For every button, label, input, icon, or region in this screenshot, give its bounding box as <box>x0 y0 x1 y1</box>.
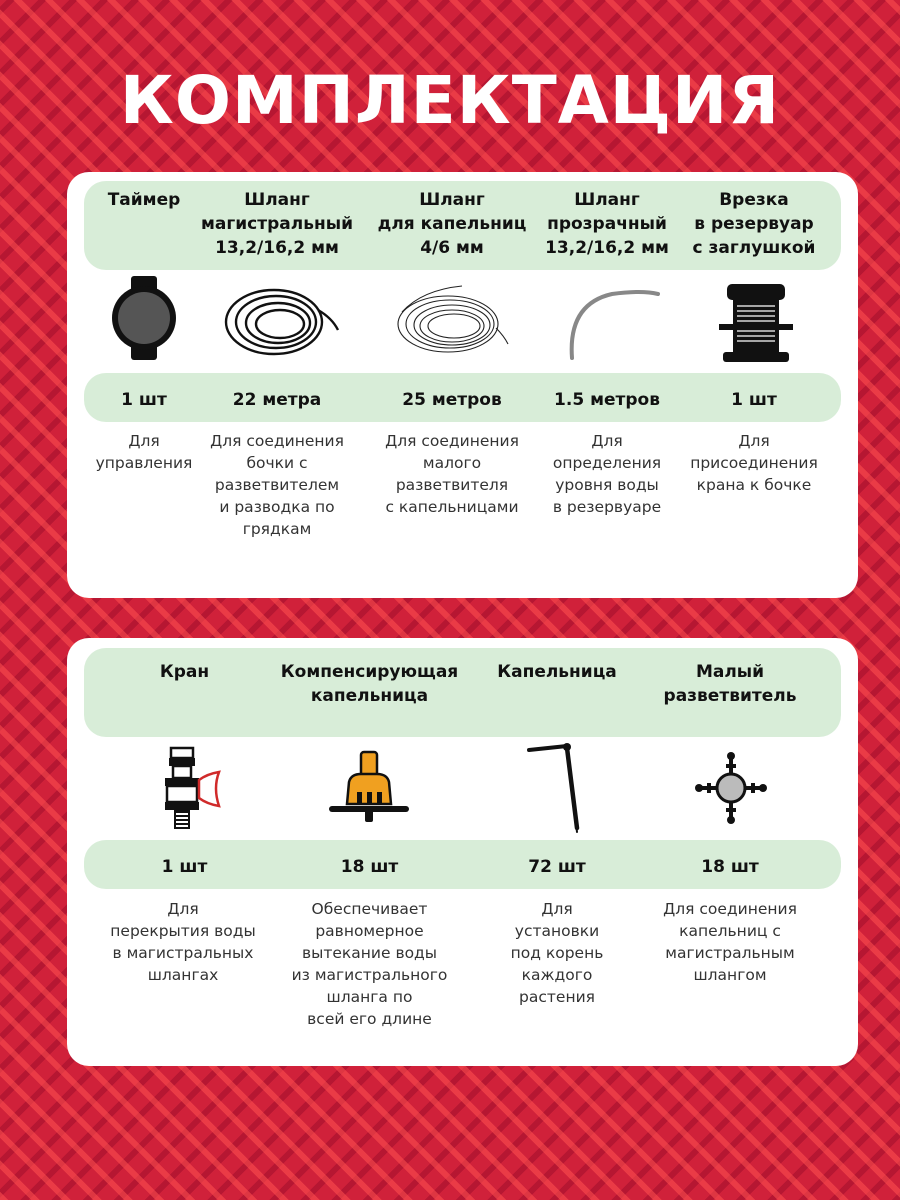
item-name-dripper-stake: Капельница <box>497 662 617 682</box>
item-qty-transparent-hose: 1.5 метров <box>554 390 660 410</box>
item-qty-tank-fitting: 1 шт <box>731 390 777 410</box>
page-title: КОМПЛЕКТАЦИЯ <box>119 62 781 139</box>
item-name-main-hose: Шланг магистральный 13,2/16,2 мм <box>201 190 353 258</box>
item-desc-compensating-dripper: Обеспечивает равномерное вытекание воды из магистрального шланга по всей его длине <box>291 900 448 1028</box>
item-desc-main-hose: Для соединения бочки с разветвителем и разводка по грядкам <box>210 432 344 538</box>
item-desc-drip-hose: Для соединения малого разветвителя с капельницами <box>385 432 519 516</box>
item-name-small-splitter: Малый разветвитель <box>663 662 797 706</box>
item-name-drip-hose: Шланг для капельниц 4/6 мм <box>377 190 527 258</box>
item-name-compensating-dripper: Компенсирующая капельница <box>280 662 459 706</box>
item-name-tank-fitting: Врезка в резервуар с заглушкой <box>692 190 816 258</box>
item-desc-valve: Для перекрытия воды в магистральных шлангах <box>110 900 256 984</box>
main-hose-icon <box>222 280 342 360</box>
tank-fitting-icon <box>715 280 797 368</box>
components-card-1 <box>67 172 858 598</box>
item-name-valve: Кран <box>159 662 210 682</box>
item-desc-small-splitter: Для соединения капельниц с магистральным шлангом <box>663 900 797 984</box>
item-qty-compensating-dripper: 18 шт <box>340 857 399 877</box>
dripper-stake-icon <box>525 740 589 838</box>
item-qty-valve: 1 шт <box>161 857 208 877</box>
small-splitter-icon <box>693 750 769 826</box>
item-name-timer: Таймер <box>107 190 181 210</box>
item-qty-dripper-stake: 72 шт <box>528 857 586 877</box>
compensating-dripper-icon <box>327 748 413 826</box>
timer-icon <box>109 272 179 364</box>
item-desc-dripper-stake: Для установки под корень каждого растения <box>510 900 604 1006</box>
item-desc-transparent-hose: Для определения уровня воды в резервуаре <box>552 432 662 516</box>
valve-icon <box>159 744 229 830</box>
components-card-2 <box>67 638 858 1066</box>
transparent-hose-icon <box>562 284 662 364</box>
item-qty-timer: 1 шт <box>121 390 167 410</box>
item-qty-main-hose: 22 метра <box>232 390 322 410</box>
item-qty-drip-hose: 25 метров <box>402 390 502 410</box>
item-desc-timer: Для управления <box>95 432 193 472</box>
item-desc-tank-fitting: Для присоединения крана к бочке <box>690 432 818 494</box>
item-qty-small-splitter: 18 шт <box>701 857 759 877</box>
item-name-transparent-hose: Шланг прозрачный 13,2/16,2 мм <box>545 190 669 258</box>
drip-hose-icon <box>392 282 512 358</box>
